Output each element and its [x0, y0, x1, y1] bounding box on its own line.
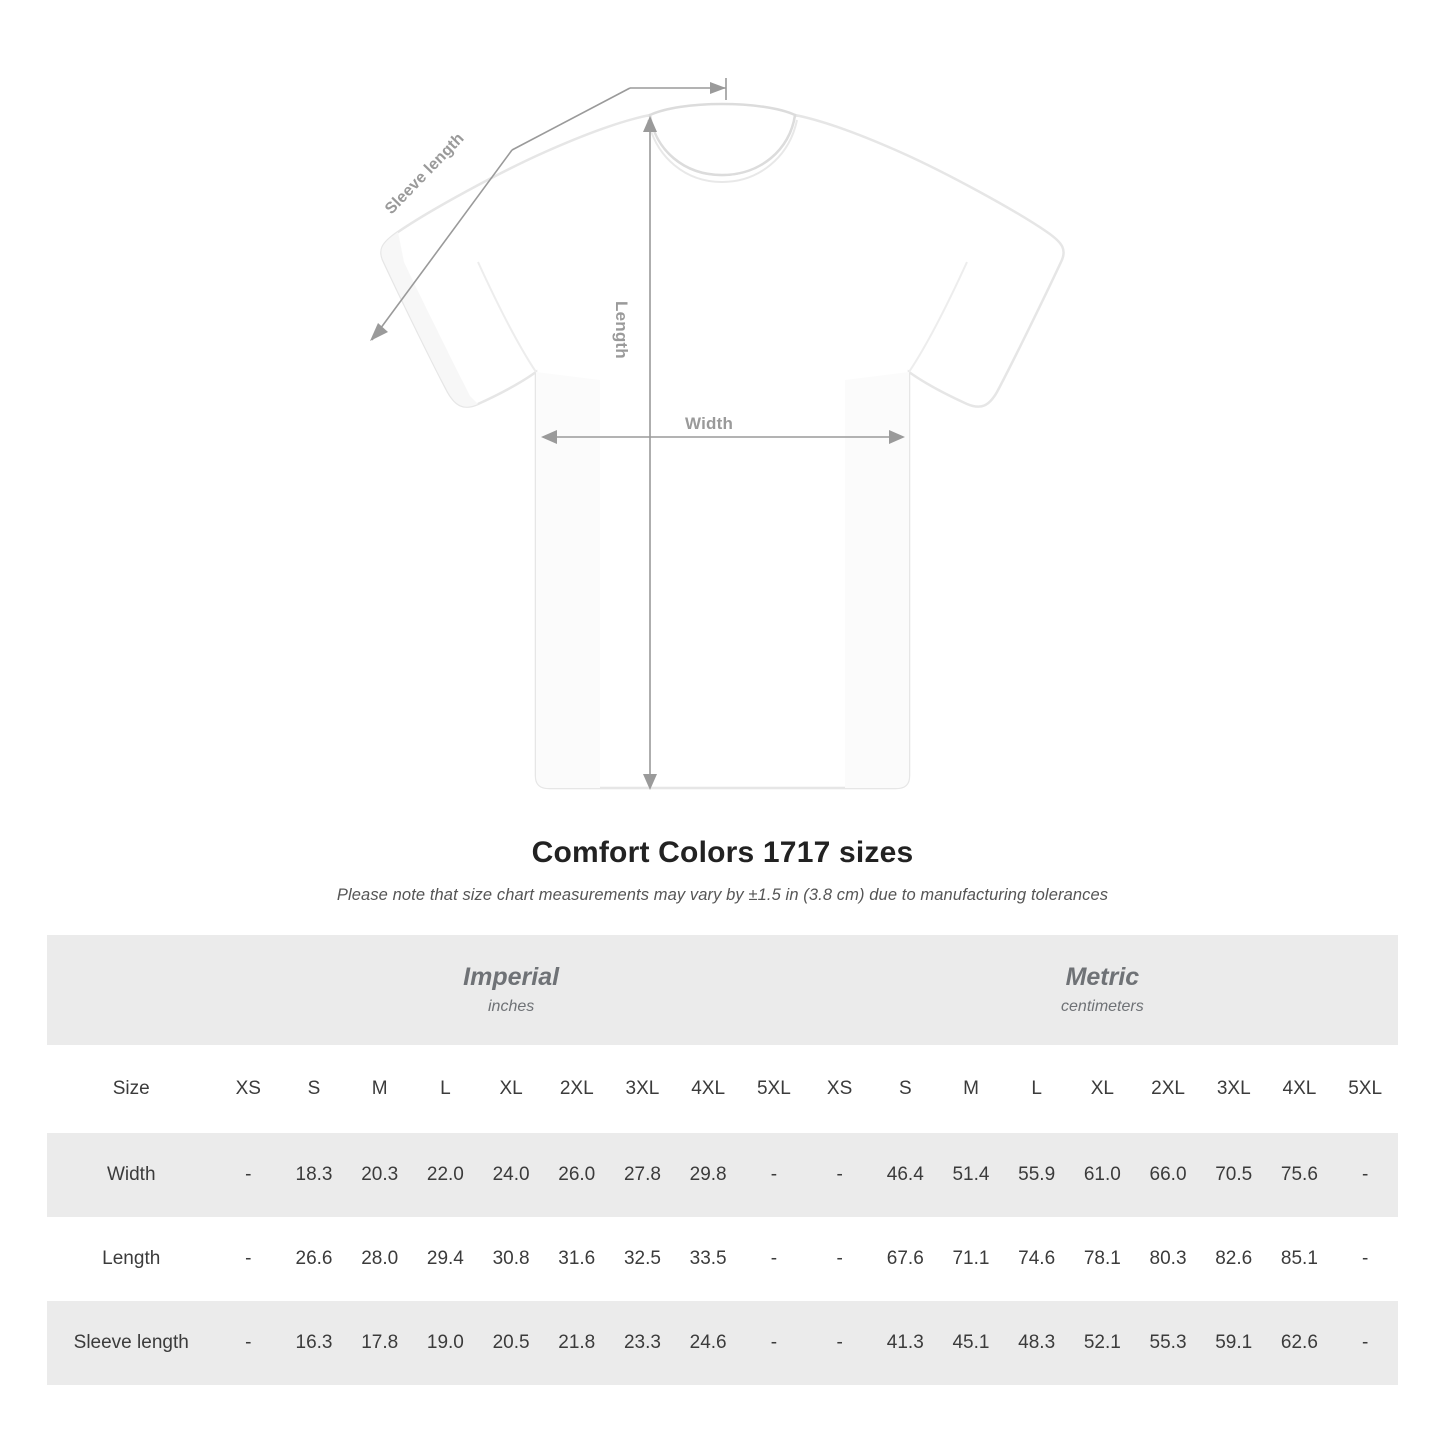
size-col-s-imperial: S — [281, 1045, 347, 1133]
cell-sleeve-imperial-4xl: 24.6 — [675, 1301, 741, 1385]
size-col-2xl-metric: 2XL — [1135, 1045, 1201, 1133]
cell-sleeve-metric-3xl: 59.1 — [1201, 1301, 1267, 1385]
cell-width-metric-s: 46.4 — [872, 1133, 938, 1217]
size-col-4xl-metric: 4XL — [1267, 1045, 1333, 1133]
size-col-s-metric: S — [872, 1045, 938, 1133]
size-col-xs-imperial: XS — [215, 1045, 281, 1133]
cell-width-imperial-2xl: 26.0 — [544, 1133, 610, 1217]
cell-width-imperial-s: 18.3 — [281, 1133, 347, 1217]
measurement-note: Please note that size chart measurements may vary by ±1.5 in (3.8 cm) due to manufacturing tolerances — [336, 886, 1109, 904]
cell-length-metric-4xl: 85.1 — [1267, 1217, 1333, 1301]
imperial-subtitle: inches — [487, 997, 535, 1015]
cell-width-imperial-l: 22.0 — [413, 1133, 479, 1217]
cell-sleeve-metric-m: 45.1 — [938, 1301, 1004, 1385]
size-col-xl-metric: XL — [1070, 1045, 1136, 1133]
row-label-width: Width — [47, 1133, 215, 1217]
table-row — [47, 1217, 1398, 1301]
size-table — [47, 935, 1398, 1385]
cell-length-imperial-xs: - — [215, 1217, 281, 1301]
cell-width-metric-l: 55.9 — [1004, 1133, 1070, 1217]
cell-length-metric-xl: 78.1 — [1070, 1217, 1136, 1301]
metric-group-header — [807, 935, 1398, 1045]
cell-length-imperial-4xl: 33.5 — [675, 1217, 741, 1301]
sleeve-length-dimension-label: Sleeve length — [382, 129, 468, 218]
cell-sleeve-imperial-l: 19.0 — [413, 1301, 479, 1385]
size-col-5xl-metric: 5XL — [1332, 1045, 1398, 1133]
cell-sleeve-imperial-5xl: - — [741, 1301, 807, 1385]
cell-width-metric-5xl: - — [1332, 1133, 1398, 1217]
cell-length-metric-s: 67.6 — [872, 1217, 938, 1301]
cell-sleeve-metric-4xl: 62.6 — [1267, 1301, 1333, 1385]
cell-sleeve-imperial-s: 16.3 — [281, 1301, 347, 1385]
cell-sleeve-metric-l: 48.3 — [1004, 1301, 1070, 1385]
cell-sleeve-imperial-2xl: 21.8 — [544, 1301, 610, 1385]
cell-sleeve-metric-xs: - — [807, 1301, 873, 1385]
cell-sleeve-metric-5xl: - — [1332, 1301, 1398, 1385]
unit-header-spacer — [47, 935, 215, 1045]
table-row — [47, 1133, 1398, 1217]
metric-title: Metric — [1065, 963, 1140, 992]
size-col-2xl-imperial: 2XL — [544, 1045, 610, 1133]
cell-width-metric-3xl: 70.5 — [1201, 1133, 1267, 1217]
size-col-xs-metric: XS — [807, 1045, 873, 1133]
size-table-container — [47, 935, 1398, 1385]
cell-width-imperial-4xl: 29.8 — [675, 1133, 741, 1217]
size-header-cell: Size — [47, 1045, 215, 1133]
cell-length-imperial-2xl: 31.6 — [544, 1217, 610, 1301]
metric-subtitle: centimeters — [1061, 997, 1144, 1015]
cell-length-metric-5xl: - — [1332, 1217, 1398, 1301]
cell-width-metric-4xl: 75.6 — [1267, 1133, 1333, 1217]
size-header-row — [47, 1045, 1398, 1133]
page-title: Comfort Colors 1717 sizes — [531, 836, 914, 869]
width-dimension-label: Width — [679, 414, 739, 434]
cell-length-imperial-5xl: - — [741, 1217, 807, 1301]
cell-width-imperial-m: 20.3 — [347, 1133, 413, 1217]
cell-length-metric-l: 74.6 — [1004, 1217, 1070, 1301]
cell-width-imperial-xs: - — [215, 1133, 281, 1217]
size-col-m-metric: M — [938, 1045, 1004, 1133]
cell-sleeve-imperial-xl: 20.5 — [478, 1301, 544, 1385]
cell-sleeve-metric-xl: 52.1 — [1070, 1301, 1136, 1385]
cell-width-metric-xl: 61.0 — [1070, 1133, 1136, 1217]
cell-width-imperial-3xl: 27.8 — [610, 1133, 676, 1217]
cell-length-imperial-xl: 30.8 — [478, 1217, 544, 1301]
row-label-sleeve-length: Sleeve length — [47, 1301, 215, 1385]
table-row — [47, 1301, 1398, 1385]
cell-length-metric-3xl: 82.6 — [1201, 1217, 1267, 1301]
imperial-group-header — [215, 935, 806, 1045]
size-col-3xl-imperial: 3XL — [610, 1045, 676, 1133]
cell-length-metric-m: 71.1 — [938, 1217, 1004, 1301]
size-col-xl-imperial: XL — [478, 1045, 544, 1133]
cell-sleeve-metric-2xl: 55.3 — [1135, 1301, 1201, 1385]
cell-width-metric-2xl: 66.0 — [1135, 1133, 1201, 1217]
size-col-5xl-imperial: 5XL — [741, 1045, 807, 1133]
cell-length-imperial-l: 29.4 — [413, 1217, 479, 1301]
cell-sleeve-imperial-xs: - — [215, 1301, 281, 1385]
unit-group-header-row — [47, 935, 1398, 1045]
size-col-4xl-imperial: 4XL — [675, 1045, 741, 1133]
size-col-3xl-metric: 3XL — [1201, 1045, 1267, 1133]
cell-width-metric-m: 51.4 — [938, 1133, 1004, 1217]
cell-width-imperial-xl: 24.0 — [478, 1133, 544, 1217]
row-label-length: Length — [47, 1217, 215, 1301]
cell-length-imperial-m: 28.0 — [347, 1217, 413, 1301]
cell-sleeve-metric-s: 41.3 — [872, 1301, 938, 1385]
length-dimension-label: Length — [609, 295, 633, 365]
tshirt-shape — [381, 104, 1063, 788]
cell-sleeve-imperial-3xl: 23.3 — [610, 1301, 676, 1385]
cell-width-metric-xs: - — [807, 1133, 873, 1217]
cell-length-imperial-s: 26.6 — [281, 1217, 347, 1301]
cell-length-metric-xs: - — [807, 1217, 873, 1301]
cell-length-metric-2xl: 80.3 — [1135, 1217, 1201, 1301]
imperial-title: Imperial — [463, 963, 560, 992]
size-col-m-imperial: M — [347, 1045, 413, 1133]
cell-length-imperial-3xl: 32.5 — [610, 1217, 676, 1301]
cell-width-imperial-5xl: - — [741, 1133, 807, 1217]
cell-sleeve-imperial-m: 17.8 — [347, 1301, 413, 1385]
size-col-l-imperial: L — [413, 1045, 479, 1133]
size-col-l-metric: L — [1004, 1045, 1070, 1133]
